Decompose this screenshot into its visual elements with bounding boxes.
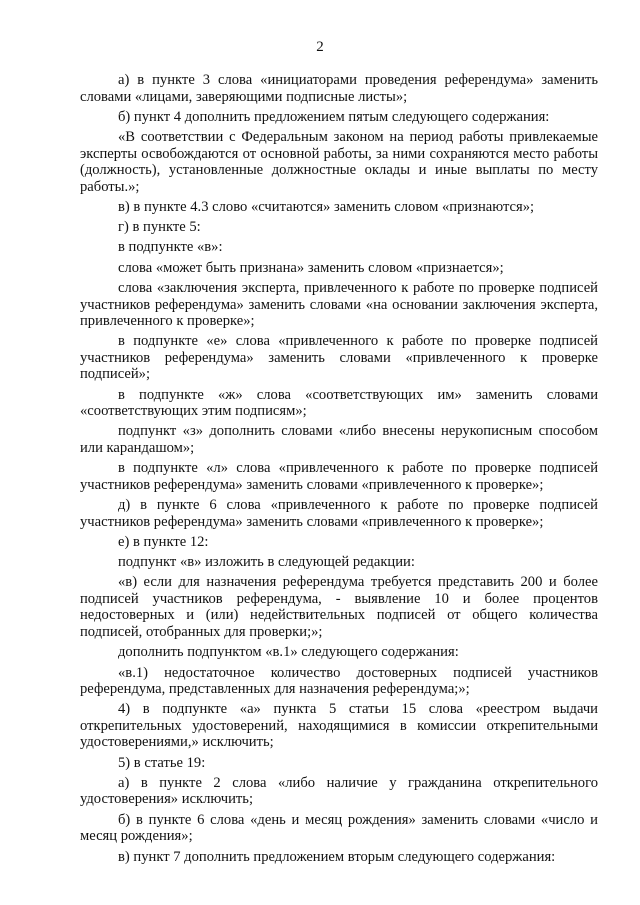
paragraph: в подпункте «л» слова «привлеченного к работе по проверке подписей участников референдума» заменить словами «привлеченного к проверке»; [80,460,598,493]
page-number: 2 [316,39,324,55]
paragraph: а) в пункте 3 слова «инициаторами проведения референдума» заменить словами «лицами, заверяющими подписные листы»; [80,72,598,105]
paragraph: дополнить подпунктом «в.1» следующего содержания: [118,644,459,661]
document-body [80,72,598,865]
paragraph: слова «может быть признана» заменить словом «признается»; [118,259,504,276]
paragraph: подпункт «з» дополнить словами «либо внесены нерукописным способом или карандашом»; [80,423,598,456]
paragraph: б) пункт 4 дополнить предложением пятым следующего содержания: [118,108,550,125]
paragraph: в) в пункте 4.3 слово «считаются» заменить словом «признаются»; [118,198,535,215]
paragraph: в) пункт 7 дополнить предложением вторым следующего содержания: [118,848,556,865]
paragraph: подпункт «в» изложить в следующей редакции: [118,554,415,571]
paragraph: слова «заключения эксперта, привлеченного к работе по проверке подписей участников референдума» заменить словами «на основании заключения эксперта, привлеченного к проверке»; [80,280,598,330]
paragraph: 5) в статье 19: [118,754,206,771]
paragraph: 4) в подпункте «а» пункта 5 статьи 15 слова «реестром выдачи открепительных удостоверений, находящимися в комиссии открепительными удостоверениями,» исключить; [80,701,598,751]
paragraph: д) в пункте 6 слова «привлеченного к работе по проверке подписей участников референдума» заменить словами «привлеченного к проверке»; [80,497,598,530]
paragraph: г) в пункте 5: [118,219,201,236]
paragraph: «в) если для назначения референдума требуется представить 200 и более подписей участников референдума, - выявление 10 и более процентов недостоверных и (или) недействительных подписей от общего количества подписей, отобранных для проверки;»; [80,574,598,640]
paragraph: в подпункте «ж» слова «соответствующих им» заменить словами «соответствующих этим подписям»; [80,386,598,420]
paragraph: «в.1) недостаточное количество достоверных подписей участников референдума, представленных для назначения референдума;»; [80,664,598,698]
paragraph: е) в пункте 12: [118,533,209,550]
paragraph: в подпункте «е» слова «привлеченного к работе по проверке подписей участников референдума» заменить словами «привлеченного к проверке подписей»; [80,333,598,383]
paragraph: а) в пункте 2 слова «либо наличие у гражданина открепительного удостоверения» исключить; [80,774,598,808]
paragraph: б) в пункте 6 слова «день и месяц рождения» заменить словами «число и месяц рождения»; [80,811,598,845]
paragraph: «В соответствии с Федеральным законом на период работы привлекаемые эксперты освобождаются от основной работы, за ними сохраняются место работы (должность), установленные должностные оклады и иные выплаты по месту работы.»; [80,129,598,195]
paragraph: в подпункте «в»: [118,239,223,256]
